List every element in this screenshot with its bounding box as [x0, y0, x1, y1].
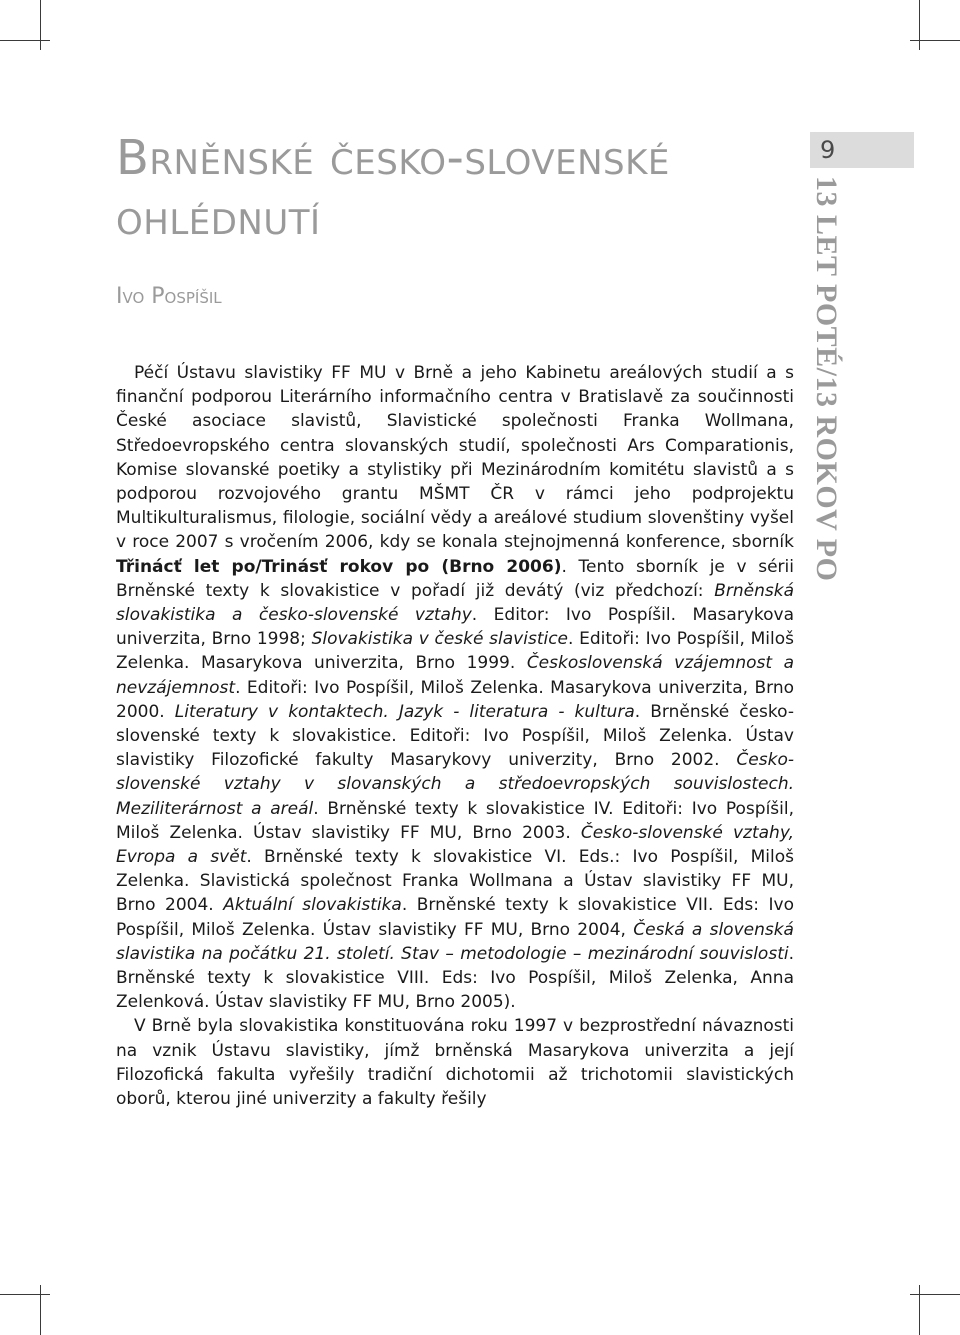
- bold-title: Třinácť let po/Trinásť rokov po (Brno 2006): [116, 556, 562, 577]
- italic-title: Literatury v kontaktech. Jazyk - literatura - kultura: [174, 701, 635, 722]
- italic-title: Československá vzájemnost a nevzájemnost: [116, 653, 794, 698]
- title-line-1: Brněnské česko-slovenské: [116, 130, 670, 186]
- paragraph-1: [116, 361, 794, 1014]
- italic-title: Slovakistika v české slavistice: [311, 629, 569, 650]
- title-line-2: ohlédnutí: [116, 190, 321, 246]
- italic-title: Aktuální slovakistika: [223, 895, 402, 916]
- text-run: . Editor: Ivo Pospíšil. Masarykova univerzita, Brno 1998;: [116, 605, 795, 650]
- crop-mark: [0, 1294, 50, 1295]
- text-run: . Brněnské česko-slovenské texty k slovakistice. Editoři: Ivo Pospíšil, Miloš Zelenka. Ústav slavistiky Filozofické fakulty Masarykovy univerzity, Brno 2002.: [116, 701, 794, 771]
- italic-title: Česko-slovenské vztahy, Evropa a svět: [116, 822, 794, 868]
- crop-mark: [0, 40, 50, 41]
- running-head: 13 LET POTÉ/13 ROKOV PO: [810, 176, 843, 582]
- italic-title: Česká a slovenská slavistika na počátku 21. století. Stav – metodologie – mezinárodní souvislosti: [116, 919, 794, 964]
- text-run: . Tento sborník je v sérii Brněnské texty k slovakistice v pořadí již devátý (viz předchozí:: [116, 556, 794, 601]
- text-run: . Brněnské texty k slovakistice IV. Editoři: Ivo Pospíšil, Miloš Zelenka. Ústav slavistiky FF MU, Brno 2003.: [116, 798, 794, 843]
- italic-title: Brněnská slovakistika a česko-slovenské vztahy: [116, 580, 794, 626]
- text-run: Péčí Ústavu slavistiky FF MU v Brně a jeho Kabinetu areálových studií a s finanční podporou Literárního informačního centra v Bratislavě za součinnosti České asociace slavistů, Slavistické společnosti Franka Wollmana, Středoevropského centra slovanských studií, společnosti Ars Comparationis, Komise slovanské poetiky a stylistiky při Mezinárodním komitétu slavistů a s podporou rozvojového grantu MŠMT ČR v rámci jeho podprojektu Multikulturalismus, filologie, sociální vědy a areálové studium slovenštiny vyšel v roce 2007 s vročením 2006, kdy se konala stejnojmenná konference, sborník: [116, 363, 794, 553]
- crop-mark: [40, 0, 41, 50]
- crop-mark: [910, 40, 960, 41]
- article-title: [116, 128, 806, 248]
- author-name: Ivo Pospíšil: [116, 284, 222, 309]
- crop-mark: [919, 1285, 920, 1335]
- article-body: [116, 361, 794, 1111]
- paragraph-2: V Brně byla slovakistika konstituována roku 1997 v bezprostřední návaznosti na vznik Ústavu slavistiky, jímž brněnská Masarykova univerzita a její Filozofická fakulta vyřešily tradiční dichotomii až trichotomii slavistických oborů, kterou jiné univerzity a fakulty řešily: [116, 1016, 794, 1110]
- page-number: 9: [820, 136, 836, 164]
- crop-mark: [40, 1285, 41, 1335]
- text-run: . Brněnské texty k slovakistice VIII. Eds: Ivo Pospíšil, Miloš Zelenka, Anna Zelenková. Ústav slavistiky FF MU, Brno 2005).: [116, 943, 794, 1013]
- text-run: . Brněnské texty k slovakistice VI. Eds.: Ivo Pospíšil, Miloš Zelenka. Slavistická společnost Franka Wollmana a Ústav slavistiky FF MU, Brno 2004.: [116, 847, 794, 916]
- crop-mark: [919, 0, 920, 50]
- text-run: . Editoři: Ivo Pospíšil, Miloš Zelenka. Masarykova univerzita, Brno 2000.: [116, 677, 794, 722]
- text-run: . Editoři: Ivo Pospíšil, Miloš Zelenka. Masarykova univerzita, Brno 1999.: [116, 629, 794, 674]
- italic-title: Česko-slovenské vztahy v slovanských a středoevropských souvislostech. Meziliterárnost a areál: [116, 750, 794, 819]
- text-run: . Brněnské texty k slovakistice VII. Eds: Ivo Pospíšil, Miloš Zelenka. Ústav slavistiky FF MU, Brno 2004,: [116, 895, 794, 940]
- crop-mark: [910, 1294, 960, 1295]
